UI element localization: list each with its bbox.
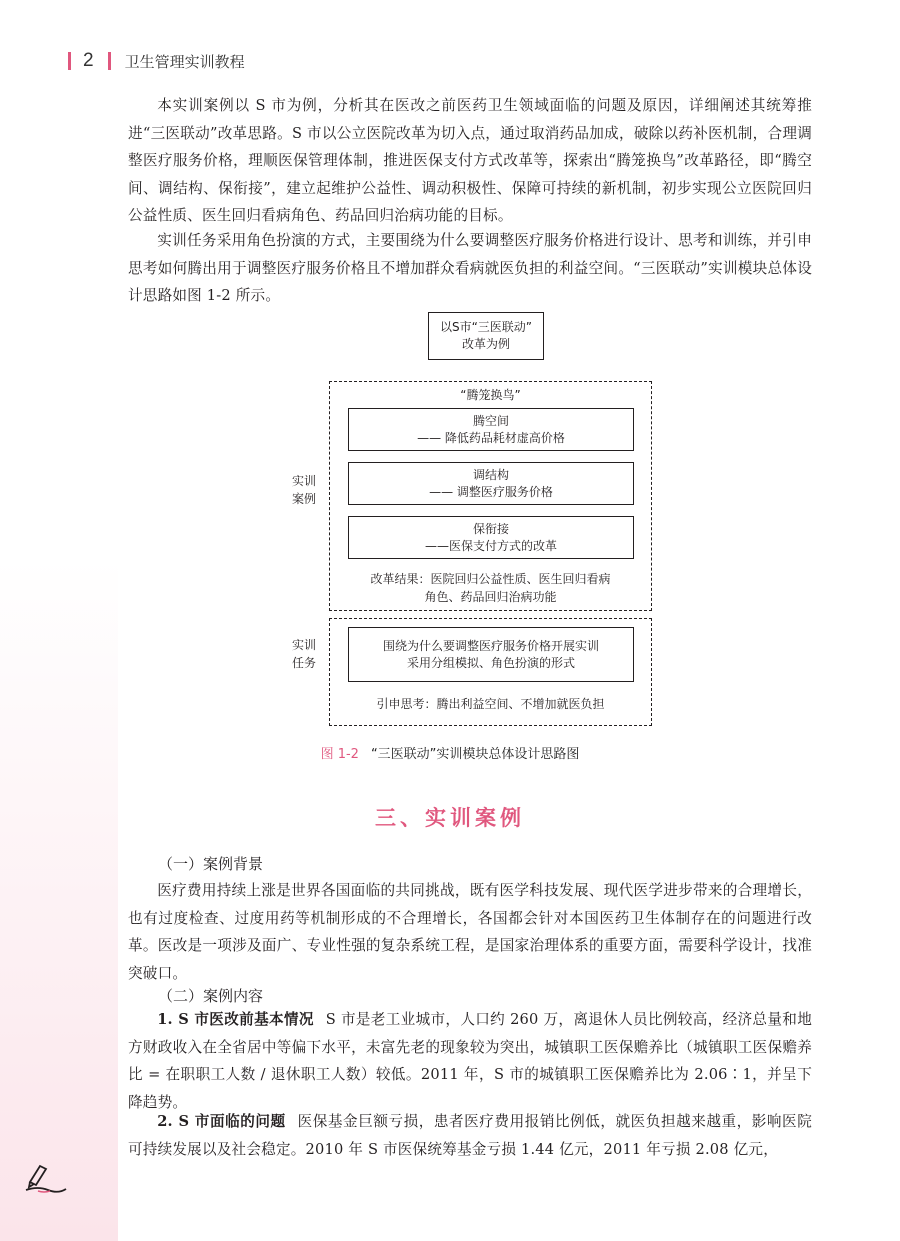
step-box-tiao — [348, 462, 634, 505]
header-bar-right — [108, 52, 111, 70]
result-line-2: 角色、药品回归治病功能 — [424, 590, 557, 604]
item1-text: S 市是老工业城市，人口约 260 万，离退休人员比例较高，经济总量和地方财政收入在全省居中等偏下水平，未富先老的现象较为突出，城镇职工医保赡养比（城镇职工医保赡养比 = 在职职工人数 / 退休职工人数）较低。2011 年，S 市的城镇职工医保赡养比为 2.06∶1，并呈下降趋势。 — [128, 1011, 812, 1111]
subsection-content-heading: （二）案例内容 — [158, 987, 264, 1005]
page-margin-band — [0, 0, 118, 1241]
task-box — [348, 627, 634, 682]
running-header — [68, 48, 245, 74]
book-title: 卫生管理实训教程 — [124, 52, 245, 71]
case-group-title: “腾笼换鸟” — [460, 388, 521, 402]
item2-text: 医保基金巨额亏损，患者医疗费用报销比例低，就医负担越来越重，影响医院可持续发展以及社会稳定。2010 年 S 市医保统筹基金亏损 1.44 亿元，2011 年亏损 2.08 亿元， — [128, 1113, 812, 1158]
step-box-teng — [348, 408, 634, 451]
background-paragraph: 医疗费用持续上涨是世界各国面临的共同挑战，既有医学科技发展、现代医学进步带来的合理增长，也有过度检查、过度用药等机制形成的不合理增长，各国都会针对本国医药卫生体制存在的问题进行改革。医改是一项涉及面广、专业性强的复杂系统工程，是国家治理体系的重要方面，需要科学设计，找准突破口。 — [128, 882, 812, 982]
item2-paragraph — [128, 1108, 812, 1163]
section-title: 三、实训案例 — [375, 806, 525, 830]
intro-paragraph-1: 本实训案例以 S 市为例，分析其在医改之前医药卫生领域面临的问题及原因，详细阐述其统筹推进“三医联动”改革思路。S 市以公立医院改革为切入点，通过取消药品加成，破除以药补医机制，合理调整医疗服务价格，理顺医保管理体制，推进医保支付方式改革等，探索出“腾笼换鸟”改革路径，即“腾空间、调结构、保衔接”，建立起维护公益性、调动积极性、保障可持续的新机制，初步实现公立医院回归公益性质、医生回归看病角色、药品回归治病功能的目标。 — [128, 97, 812, 224]
top-box-line-1: 以S市“三医联动” — [439, 320, 533, 334]
step-box-bao — [348, 516, 634, 559]
task-line-1: 围绕为什么要调整医疗服务价格开展实训 — [382, 638, 599, 653]
step1-title: 腾空间 — [472, 413, 509, 428]
step3-desc: ——医保支付方式的改革 — [424, 538, 557, 553]
step2-desc: —— 调整医疗服务价格 — [429, 484, 553, 499]
step2-title: 调结构 — [472, 467, 509, 482]
result-line-1: 改革结果：医院回归公益性质、医生回归看病 — [370, 572, 611, 586]
figure-number: 图 1-2 — [320, 747, 359, 762]
intro-paragraph-2: 实训任务采用角色扮演的方式，主要围绕为什么要调整医疗服务价格进行设计、思考和训练，并引申思考如何腾出用于调整医疗服务价格且不增加群众看病就医负担的利益空间。“三医联动”实训模块总体设计思路如图 1-2 所示。 — [128, 232, 812, 304]
pen-icon — [24, 1160, 68, 1194]
item1-paragraph — [128, 1006, 812, 1116]
result-text — [329, 570, 652, 606]
task-side-label: 实训 任务 — [291, 638, 316, 670]
header-bar-left — [68, 52, 71, 70]
item2-title: 2. S 市面临的问题 — [157, 1113, 286, 1130]
step1-desc: —— 降低药品耗材虚高价格 — [417, 430, 565, 445]
step3-title: 保衔接 — [472, 521, 509, 536]
item1-title: 1. S 市医改前基本情况 — [157, 1011, 314, 1028]
top-box-line-2: 改革为例 — [461, 337, 510, 351]
case-side-label: 实训 案例 — [291, 474, 316, 506]
subsection-background-heading: （一）案例背景 — [158, 855, 264, 873]
reflection-text: 引申思考：腾出利益空间、不增加就医负担 — [376, 697, 605, 711]
page-number: 2 — [83, 50, 94, 71]
diagram-top-box — [428, 312, 544, 360]
figure-caption-text: “三医联动”实训模块总体设计思路图 — [370, 747, 580, 762]
task-line-2: 采用分组模拟、角色扮演的形式 — [406, 655, 575, 670]
figure-caption — [0, 743, 900, 762]
